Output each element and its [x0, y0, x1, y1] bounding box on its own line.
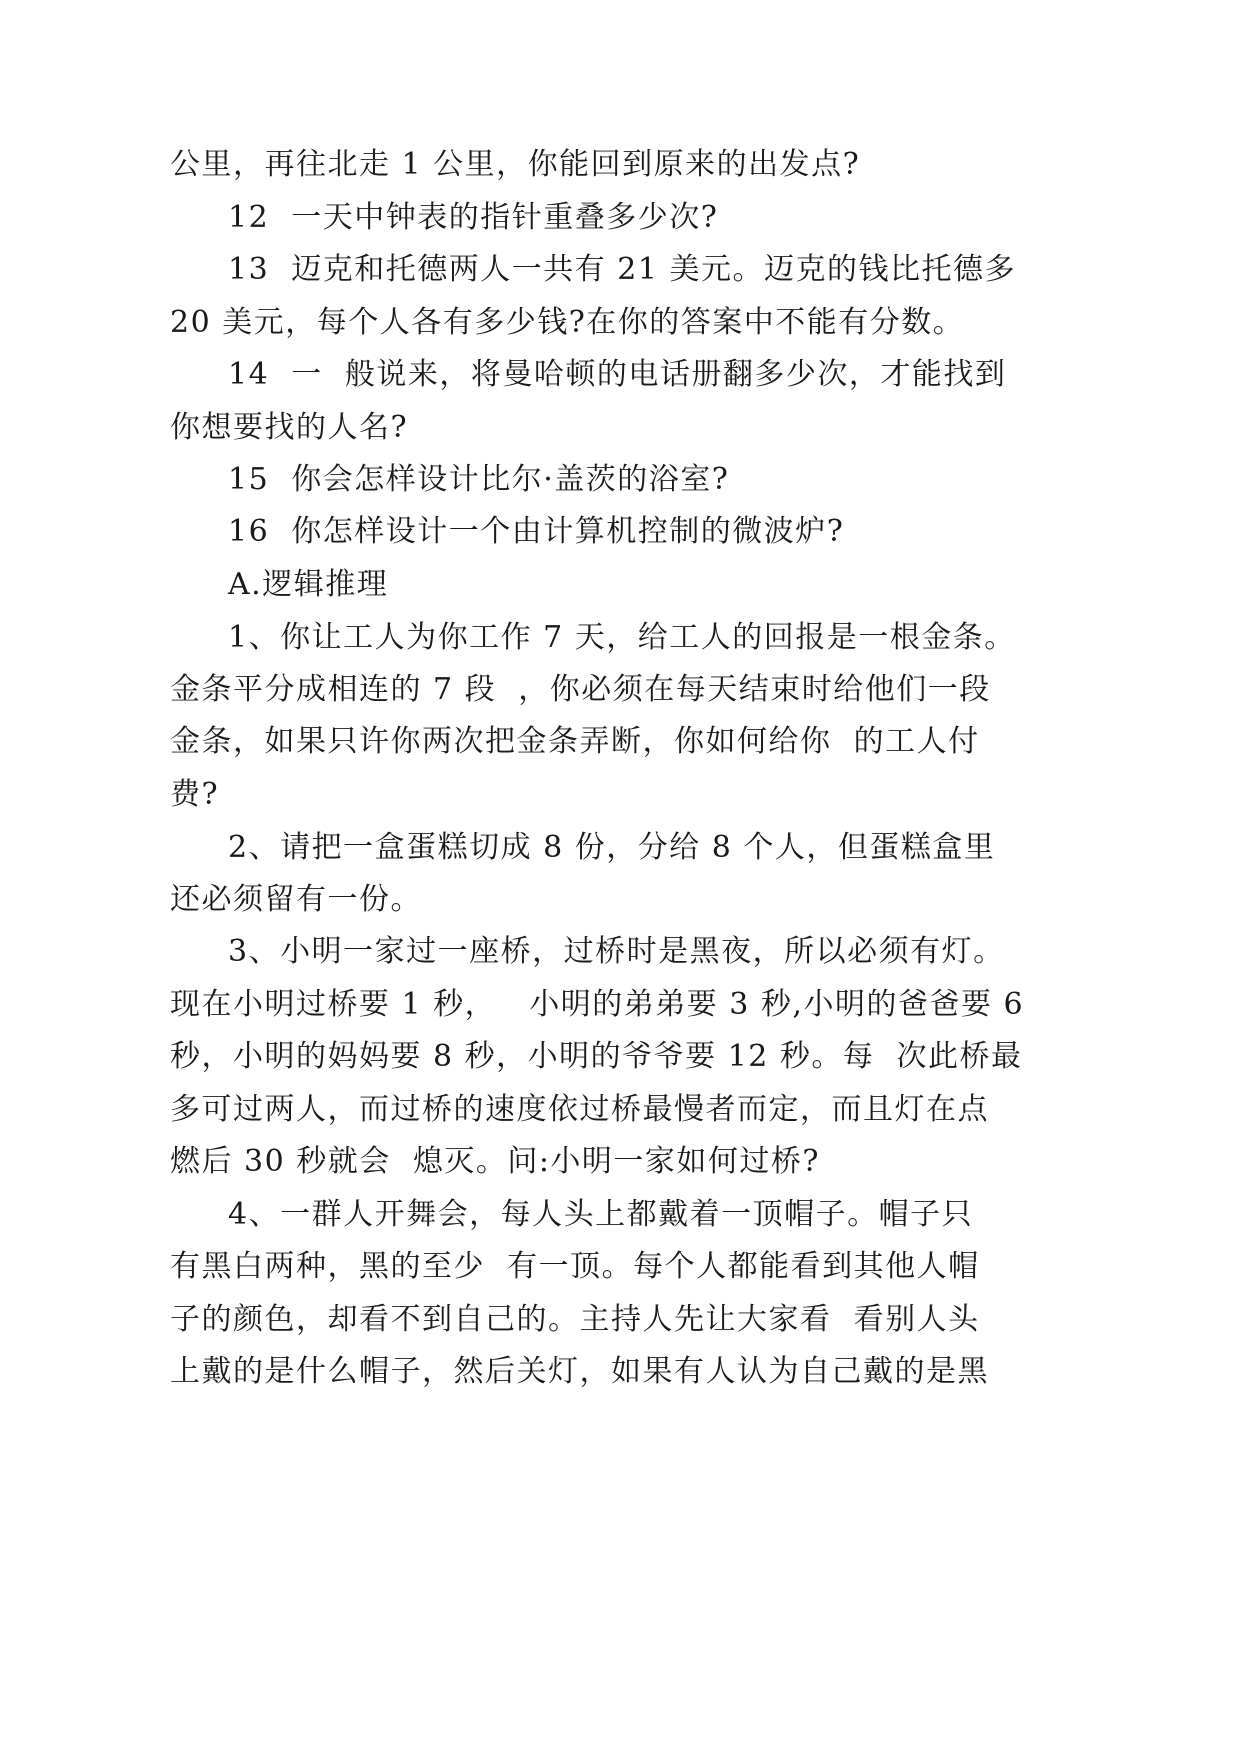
text-line: 金条，如果只许你两次把金条弄断，你如何给你 的工人付	[170, 724, 980, 759]
text-line: 上戴的是什么帽子，然后关灯，如果有人认为自己戴的是黑	[170, 1354, 989, 1389]
text-line: 费?	[170, 777, 220, 812]
question-16: 16 你怎样设计一个由计算机控制的微波炉?	[228, 514, 845, 549]
puzzle-2: 2、请把一盒蛋糕切成 8 份，分给 8 个人，但蛋糕盒里	[228, 830, 996, 865]
section-heading: A.逻辑推理	[228, 567, 389, 602]
text-line: 多可过两人，而过桥的速度依过桥最慢者而定，而且灯在点	[170, 1092, 989, 1127]
text-line: 还必须留有一份。	[170, 882, 422, 917]
question-14: 14 一 般说来，将曼哈顿的电话册翻多少次，才能找到	[228, 357, 1007, 392]
text-line: 秒，小明的妈妈要 8 秒，小明的爷爷要 12 秒。每 次此桥最	[170, 1039, 1023, 1074]
text-line: 子的颜色，却看不到自己的。主持人先让大家看 看别人头	[170, 1302, 980, 1337]
text-line: 燃后 30 秒就会 熄灭。问:小明一家如何过桥?	[170, 1144, 821, 1179]
puzzle-4: 4、一群人开舞会，每人头上都戴着一顶帽子。帽子只	[228, 1197, 974, 1232]
question-13: 13 迈克和托德两人一共有 21 美元。迈克的钱比托德多	[228, 252, 1016, 287]
text-line: 有黑白两种，黑的至少 有一顶。每个人都能看到其他人帽	[170, 1249, 980, 1284]
text-line: 金条平分成相连的 7 段 ，你必须在每天结束时给他们一段	[170, 672, 991, 707]
text-line: 公里，再往北走 1 公里，你能回到原来的出发点?	[170, 147, 861, 182]
text-line: 现在小明过桥要 1 秒， 小明的弟弟要 3 秒,小明的爸爸要 6	[170, 987, 1025, 1022]
question-12: 12 一天中钟表的指针重叠多少次?	[228, 200, 719, 235]
puzzle-3: 3、小明一家过一座桥，过桥时是黑夜，所以必须有灯。	[228, 934, 1005, 969]
text-line: 你想要找的人名?	[170, 410, 409, 445]
text-line: 20 美元，每个人各有多少钱?在你的答案中不能有分数。	[170, 305, 965, 340]
puzzle-1: 1、你让工人为你工作 7 天，给工人的回报是一根金条。	[228, 620, 1016, 655]
question-15: 15 你会怎样设计比尔·盖茨的浴室?	[228, 462, 730, 497]
